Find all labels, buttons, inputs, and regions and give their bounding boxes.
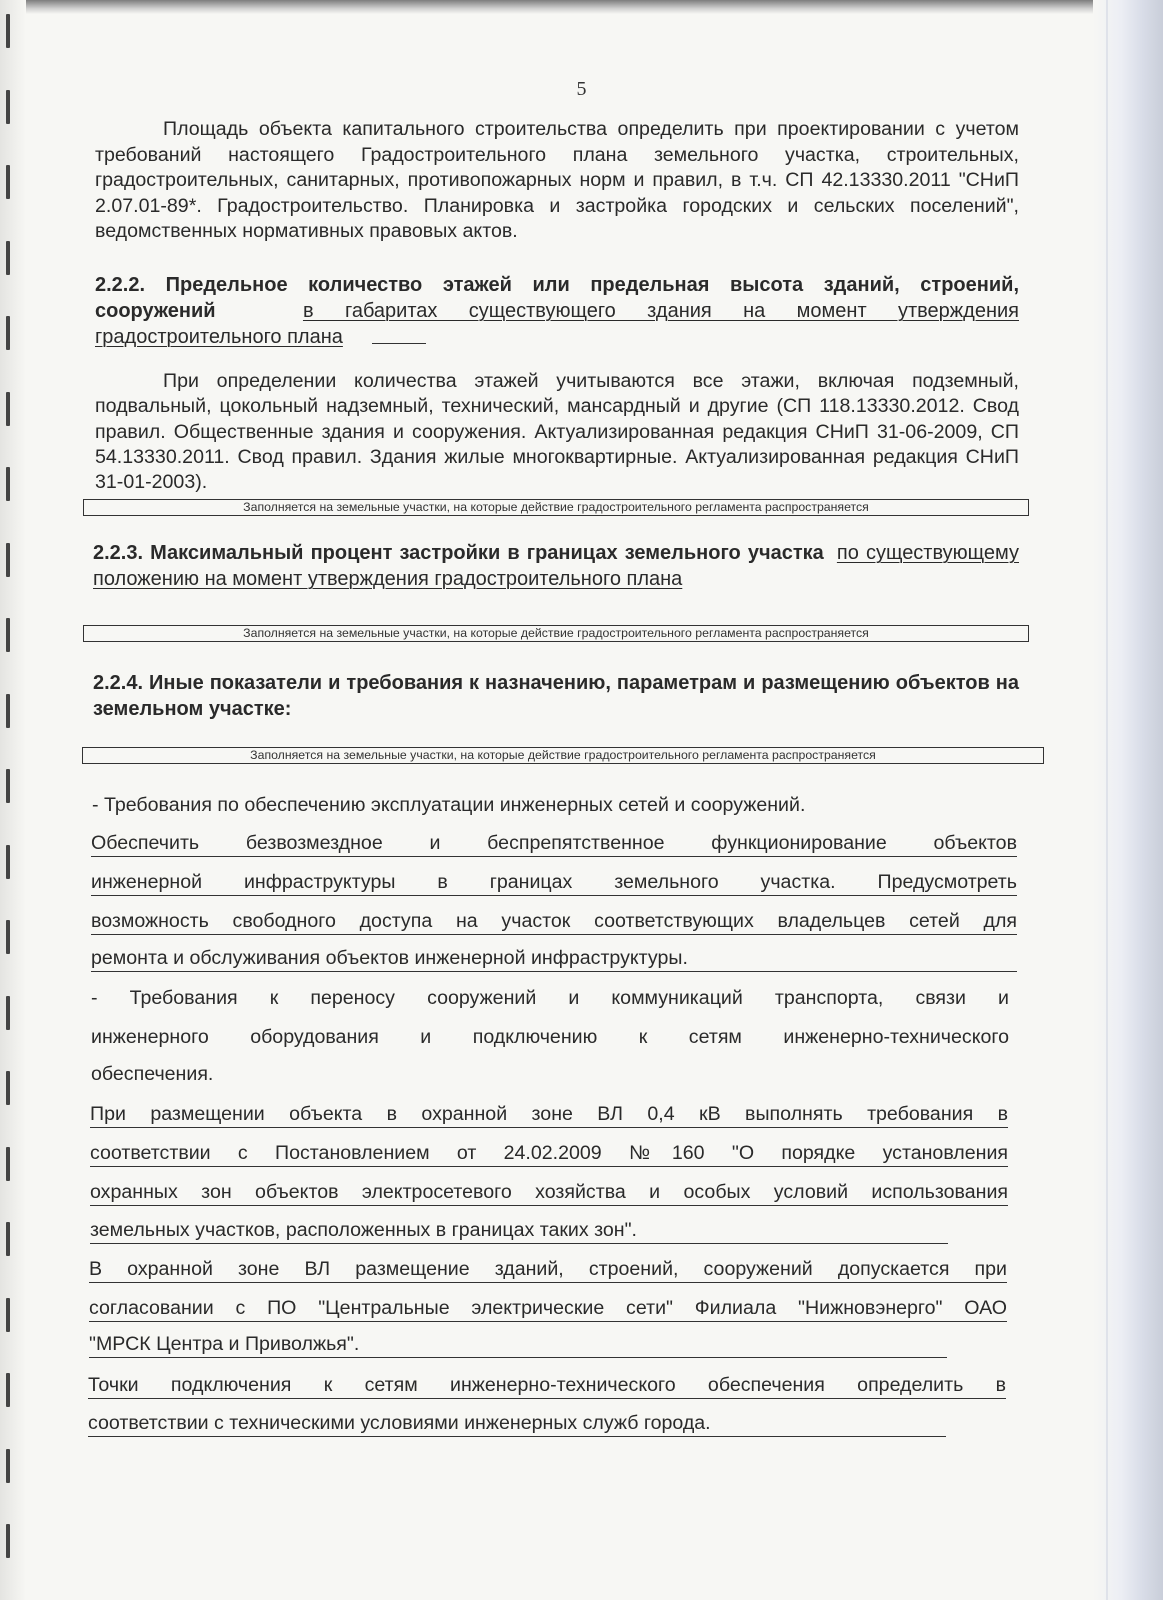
section-223-value: по существующему положению на момент утверждения градостроительного плана <box>93 542 1019 590</box>
approval-line-2: согласовании с ПО "Центральные электрические сети" Филиала "Нижновэнерго" ОАО <box>89 1295 1007 1322</box>
page-number: 5 <box>576 78 587 100</box>
eng-networks-line-1: Обеспечить безвозмездное и беспрепятственное функционирование объектов <box>91 830 1017 857</box>
section-223-heading <box>93 540 1019 592</box>
section-224-heading: 2.2.4. Иные показатели и требования к назначению, параметрам и размещению объектов на земельном участке: <box>93 672 1019 720</box>
fill-note-box-3: Заполняется на земельные участки, на которые действие градостроительного регламента распространяется <box>82 747 1044 764</box>
binding-mark <box>6 996 10 1030</box>
scan-top-edge <box>0 0 1163 14</box>
section-222-heading <box>95 272 1019 350</box>
section-222-value: в габаритах существующего здания на момент утверждения градостроительного плана <box>95 300 1019 348</box>
binding-mark <box>6 769 10 803</box>
vl-line-1: При размещении объекта в охранной зоне ВЛ 0,4 кВ выполнять требования в <box>90 1101 1008 1128</box>
binding-mark <box>6 1524 10 1558</box>
approval-line-3: "МРСК Центра и Приволжья". <box>89 1331 947 1358</box>
binding-mark <box>6 1071 10 1105</box>
binding-mark <box>6 1373 10 1407</box>
section-222-heading-text: 2.2.2. Предельное количество этажей или предельная высота зданий, строений, сооружений <box>95 274 1019 322</box>
binding-mark <box>6 543 10 577</box>
binding-mark <box>6 618 10 652</box>
fill-note-box-1: Заполняется на земельные участки, на которые действие градостроительного регламента распространяется <box>83 499 1029 516</box>
vl-line-4: земельных участков, расположенных в границах таких зон". <box>90 1217 948 1244</box>
section-222-paragraph: При определении количества этажей учитываются все этажи, включая подземный, подвальный, цокольный надземный, технический, мансардный и другие (СП 118.13330.2012. Свод правил. Общественные здания и сооружения. Актуализированная редакция СНиП 31-06-2009, СП 54.13330.2011. Свод правил. Здания жилые многоквартирные. Актуализированная редакция СНиП 31-01-2003). <box>95 370 1019 494</box>
transfer-title-line-1: - Требования к переносу сооружений и коммуникаций транспорта, связи и <box>91 987 1009 1009</box>
binding-mark <box>6 1147 10 1181</box>
scan-left-edge <box>0 0 26 1600</box>
binding-mark <box>6 845 10 879</box>
transfer-title-line-3: обеспечения. <box>91 1063 214 1085</box>
eng-networks-line-2: инженерной инфраструктуры в границах земельного участка. Предусмотреть <box>91 869 1017 896</box>
binding-mark <box>6 694 10 728</box>
vl-line-3: охранных зон объектов электросетевого хозяйства и особых условий использования <box>90 1179 1008 1206</box>
binding-mark <box>6 920 10 954</box>
vl-line-2: соответствии с Постановлением от 24.02.2009 №160 "О порядке установления <box>90 1140 1008 1167</box>
section-222-value-underline-tail <box>372 343 426 344</box>
approval-line-1: В охранной зоне ВЛ размещение зданий, строений, сооружений допускается при <box>89 1256 1007 1283</box>
binding-mark <box>6 467 10 501</box>
binding-mark <box>6 165 10 199</box>
scan-right-fold <box>1106 0 1108 1600</box>
transfer-title-line-2: инженерного оборудования и подключению к сетям инженерно-технического <box>91 1026 1009 1048</box>
fill-note-box-2: Заполняется на земельные участки, на которые действие градостроительного регламента распространяется <box>83 625 1029 642</box>
binding-mark <box>6 392 10 426</box>
scan-right-edge <box>1093 0 1163 1600</box>
intro-paragraph: Площадь объекта капитального строительства определить при проектировании с учетом требований настоящего Градостроительного плана земельного участка, строительных, градостроительных, санитарных, противопожарных норм и правил, в т.ч. СП 42.13330.2011 "СНиП 2.07.01-89*. Градостроительство. Планировка и застройка городских и сельских поселений", ведомственных нормативных правовых актов. <box>95 118 1019 242</box>
eng-networks-line-3: возможность свободного доступа на участок соответствующих владельцев сетей для <box>91 908 1017 935</box>
connection-line-2: соответствии с техническими условиями инженерных служб города. <box>88 1410 946 1437</box>
eng-networks-title: - Требования по обеспечению эксплуатации инженерных сетей и сооружений. <box>92 794 806 816</box>
binding-mark <box>6 316 10 350</box>
binding-mark <box>6 241 10 275</box>
binding-mark <box>6 1222 10 1256</box>
binding-mark <box>6 1449 10 1483</box>
connection-line-1: Точки подключения к сетям инженерно-технического обеспечения определить в <box>88 1372 1006 1399</box>
section-223-heading-text: 2.2.3. Максимальный процент застройки в границах земельного участка <box>93 542 824 564</box>
binding-mark <box>6 1298 10 1332</box>
binding-mark <box>6 14 10 48</box>
eng-networks-line-4: ремонта и обслуживания объектов инженерной инфраструктуры. <box>91 945 1017 972</box>
